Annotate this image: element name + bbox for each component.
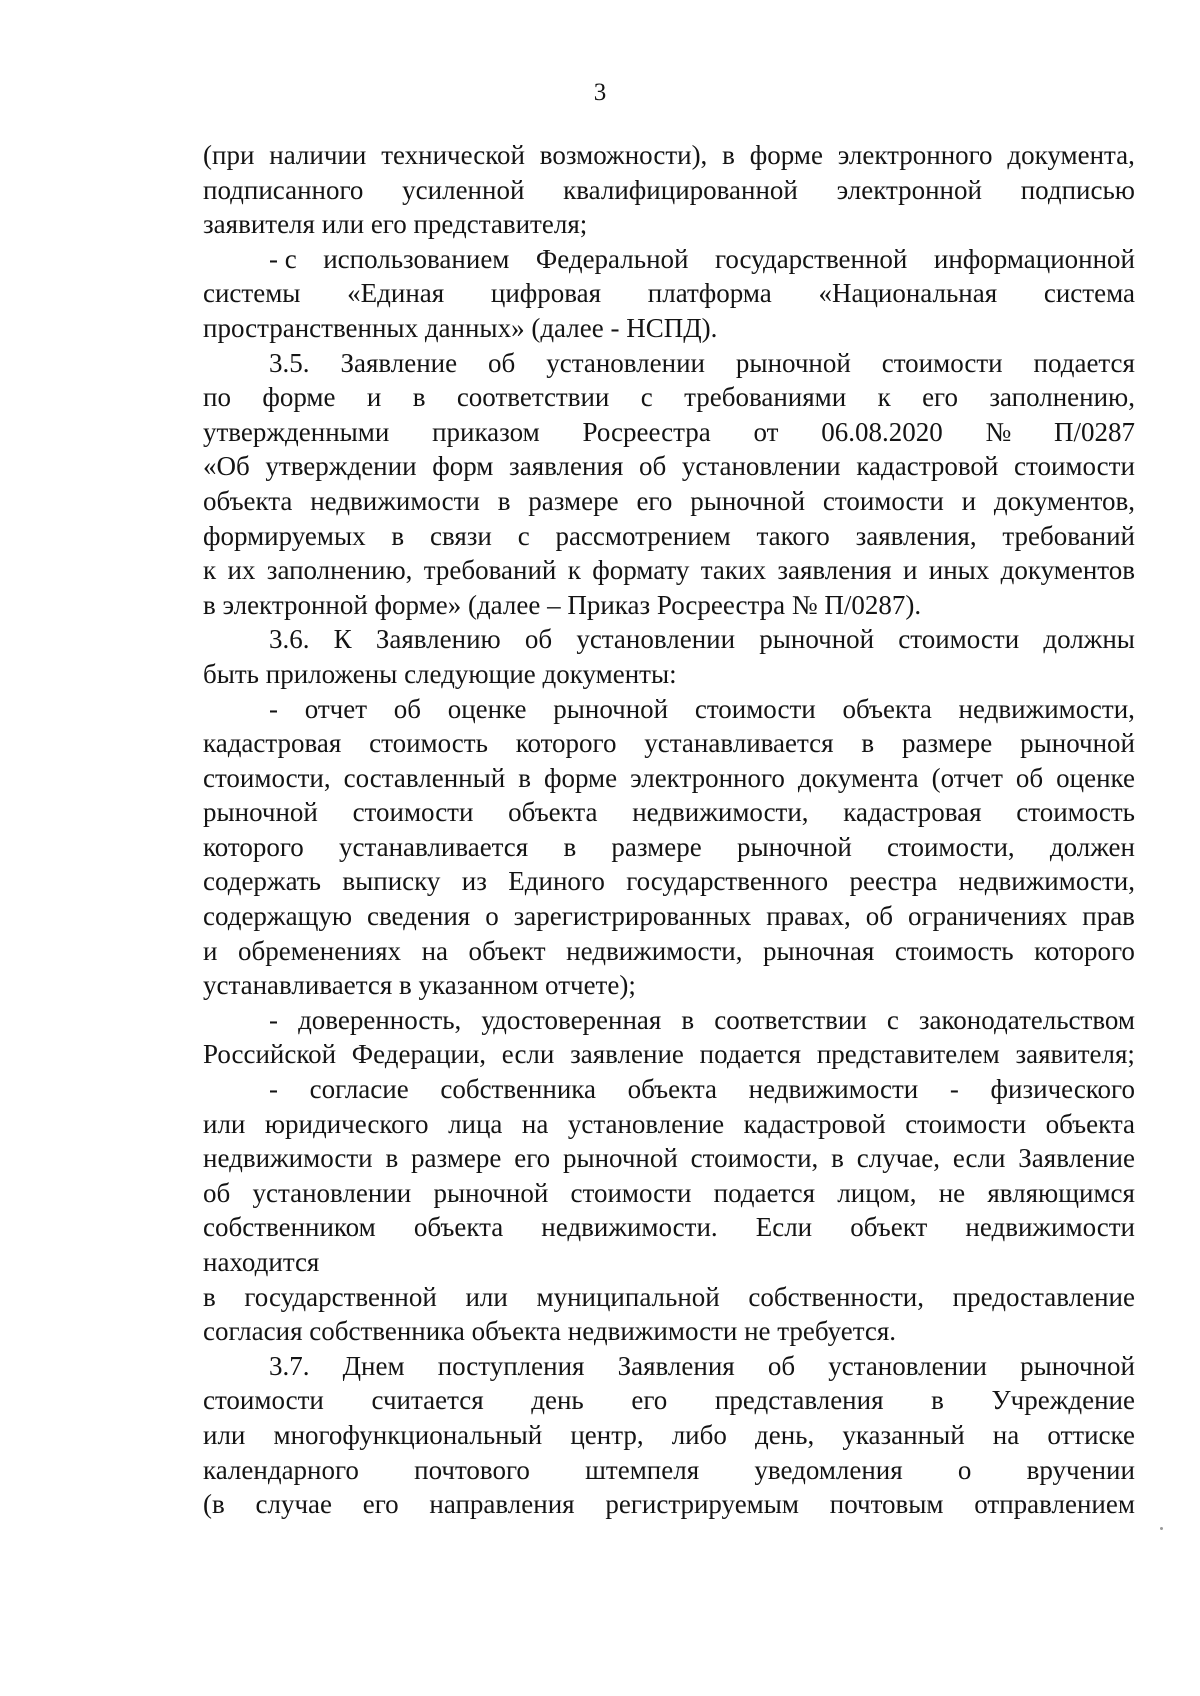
word: установлении bbox=[252, 1177, 412, 1208]
word: платформа bbox=[647, 278, 772, 309]
word: подписью bbox=[1020, 174, 1135, 205]
word: представителем bbox=[816, 1039, 1000, 1070]
word: объект bbox=[468, 935, 546, 966]
word: цифровая bbox=[490, 278, 602, 309]
word: соответствии bbox=[714, 1004, 867, 1035]
word: требований bbox=[423, 555, 557, 586]
text-line bbox=[203, 1210, 1135, 1245]
word: в bbox=[518, 762, 531, 793]
word: представления bbox=[714, 1385, 884, 1416]
word: отправлением bbox=[974, 1489, 1135, 1520]
word: штемпеля bbox=[585, 1454, 700, 1485]
word: Федерации, bbox=[351, 1039, 487, 1070]
word: рыночной bbox=[553, 693, 669, 724]
word: объекта bbox=[842, 693, 932, 724]
word: системы bbox=[203, 278, 301, 309]
word: зарегистрированных bbox=[513, 901, 752, 932]
word: недвижимости, bbox=[632, 797, 809, 828]
text-line bbox=[203, 934, 1135, 969]
word: в bbox=[831, 1143, 844, 1174]
line-text: в электронной форме» (далее – Приказ Росреестра № П/0287). bbox=[203, 589, 922, 620]
text-line bbox=[203, 968, 1135, 1003]
word: собственником bbox=[203, 1212, 376, 1243]
word: календарного bbox=[203, 1454, 359, 1485]
word: к bbox=[203, 555, 217, 586]
word: рыночной bbox=[736, 831, 852, 862]
word: 3.6. bbox=[269, 624, 310, 655]
word: форме bbox=[543, 762, 618, 793]
word: недвижимости, bbox=[958, 693, 1135, 724]
text-line bbox=[203, 899, 1135, 934]
word: отчет bbox=[304, 693, 368, 724]
word: об bbox=[865, 901, 893, 932]
word: форме bbox=[262, 382, 336, 413]
word: или bbox=[203, 1419, 246, 1450]
word: (отчет bbox=[931, 762, 1003, 793]
word: установление bbox=[567, 1108, 725, 1139]
word: электронного bbox=[630, 762, 785, 793]
word: утверждении bbox=[265, 451, 417, 482]
word: по bbox=[203, 382, 231, 413]
word: на bbox=[421, 935, 448, 966]
word: рыночная bbox=[763, 935, 875, 966]
word: объекта bbox=[413, 1212, 504, 1243]
word: если bbox=[501, 1039, 555, 1070]
word: Если bbox=[755, 1212, 813, 1243]
text-line bbox=[203, 1487, 1135, 1522]
word: такого bbox=[756, 520, 830, 551]
word: являющимся bbox=[987, 1177, 1135, 1208]
text-line bbox=[203, 761, 1135, 796]
word: установлении bbox=[681, 451, 841, 482]
word: недвижимости bbox=[965, 1212, 1135, 1243]
word: центр, bbox=[570, 1419, 644, 1450]
text-line bbox=[203, 1453, 1135, 1488]
word: П/0287 bbox=[1053, 416, 1135, 447]
word: обременениях bbox=[237, 935, 402, 966]
word: либо bbox=[671, 1419, 727, 1450]
word: или bbox=[203, 1108, 246, 1139]
word: его bbox=[922, 382, 958, 413]
word: должен bbox=[1049, 831, 1135, 862]
word: рассмотрением bbox=[555, 520, 731, 551]
word: стоимости bbox=[822, 485, 944, 516]
word: которого bbox=[515, 728, 617, 759]
word: заполнению, bbox=[989, 382, 1135, 413]
word: об bbox=[203, 1177, 231, 1208]
scan-artifact bbox=[1160, 1527, 1163, 1530]
word: недвижимости. bbox=[541, 1212, 718, 1243]
word: установлении bbox=[576, 624, 736, 655]
word: удостоверенная bbox=[481, 1004, 662, 1035]
word: Росреестра bbox=[582, 416, 711, 447]
word: рыночной bbox=[203, 797, 318, 828]
word: и bbox=[203, 935, 218, 966]
word: прав bbox=[1082, 901, 1135, 932]
word: об bbox=[767, 1350, 796, 1381]
text-line bbox=[203, 1314, 1135, 1349]
word: лицом, bbox=[837, 1177, 917, 1208]
word: заявления bbox=[509, 451, 624, 482]
word: формату bbox=[592, 555, 690, 586]
word: - bbox=[269, 1074, 278, 1105]
word: установлении bbox=[828, 1350, 987, 1381]
word: квалифицированной bbox=[563, 174, 798, 205]
word: усиленной bbox=[402, 174, 525, 205]
word: и bbox=[961, 485, 977, 516]
word: об bbox=[1015, 762, 1044, 793]
word: приказом bbox=[432, 416, 540, 447]
word: рыночной bbox=[1020, 728, 1135, 759]
word: размере bbox=[901, 728, 993, 759]
word: стоимости bbox=[898, 624, 1020, 655]
word: в bbox=[385, 1143, 399, 1174]
word: государственной bbox=[714, 243, 908, 274]
word: государственного bbox=[626, 866, 829, 897]
word: Заявление bbox=[340, 347, 458, 378]
word: соответствии bbox=[456, 382, 610, 413]
word: собственника bbox=[440, 1074, 596, 1105]
word: (в bbox=[203, 1489, 225, 1520]
word: связи bbox=[429, 520, 492, 551]
word: стоимость bbox=[1016, 797, 1135, 828]
word: юридического bbox=[264, 1108, 429, 1139]
word: объекта bbox=[627, 1074, 717, 1105]
word: «Национальная bbox=[818, 278, 998, 309]
word: день, bbox=[754, 1419, 815, 1450]
word: их bbox=[227, 555, 256, 586]
word: недвижимости, bbox=[566, 935, 743, 966]
word: документа, bbox=[1007, 140, 1135, 170]
word: недвижимости bbox=[748, 1074, 919, 1105]
line-text: быть приложены следующие документы: bbox=[203, 658, 677, 689]
word: в bbox=[203, 1281, 216, 1312]
word: в bbox=[497, 485, 511, 516]
word: 06.08.2020 bbox=[821, 416, 943, 447]
word: его bbox=[631, 1385, 668, 1416]
text-line bbox=[203, 1349, 1135, 1384]
word: оценке bbox=[447, 693, 527, 724]
word: объекта bbox=[508, 797, 598, 828]
word: рыночной bbox=[1020, 1350, 1135, 1381]
word: устанавливается bbox=[644, 728, 834, 759]
word: реестра bbox=[849, 866, 938, 897]
word: недвижимости bbox=[310, 485, 480, 516]
word: стоимости, bbox=[690, 1143, 819, 1174]
word: наличии bbox=[269, 140, 367, 170]
word: указанный bbox=[842, 1419, 965, 1450]
word: которого bbox=[203, 831, 304, 862]
word: в bbox=[681, 1004, 695, 1035]
word: Федеральной bbox=[535, 243, 689, 274]
word: требованиями bbox=[684, 382, 847, 413]
word: 3.7. bbox=[269, 1350, 310, 1381]
word: форм bbox=[432, 451, 494, 482]
word: стоимости bbox=[203, 1385, 324, 1416]
word: - bbox=[269, 693, 278, 724]
text-line bbox=[203, 1383, 1135, 1418]
text-line bbox=[203, 1037, 1135, 1072]
text-line bbox=[203, 311, 1135, 346]
word: ограничениях bbox=[907, 901, 1068, 932]
text-line bbox=[203, 1141, 1135, 1176]
word: электронной bbox=[836, 174, 982, 205]
word: случае bbox=[255, 1489, 333, 1520]
word: требований bbox=[1002, 520, 1135, 551]
text-line bbox=[203, 726, 1135, 761]
word: - bbox=[269, 1004, 278, 1035]
word: вручении bbox=[1026, 1454, 1135, 1485]
word: Днем bbox=[342, 1350, 405, 1381]
text-line bbox=[203, 380, 1135, 415]
word: о bbox=[485, 901, 499, 932]
word: должны bbox=[1043, 624, 1135, 655]
word: к bbox=[877, 382, 891, 413]
word: выписку bbox=[342, 866, 441, 897]
word: его bbox=[636, 485, 673, 516]
word: направления bbox=[429, 1489, 575, 1520]
word: физического bbox=[990, 1074, 1135, 1105]
word: стоимости, bbox=[887, 831, 1015, 862]
text-line bbox=[203, 173, 1135, 208]
word: стоимость bbox=[369, 728, 488, 759]
word: в bbox=[722, 140, 735, 170]
word: система bbox=[1043, 278, 1135, 309]
text-line bbox=[203, 276, 1135, 311]
word: если bbox=[952, 1143, 1006, 1174]
text-line bbox=[203, 242, 1135, 277]
word: почтового bbox=[414, 1454, 530, 1485]
text-line bbox=[203, 207, 1135, 242]
word: Единого bbox=[508, 866, 605, 897]
word: уведомления bbox=[754, 1454, 903, 1485]
word: установлении bbox=[546, 347, 705, 378]
text-line bbox=[203, 138, 1135, 173]
word: и bbox=[366, 382, 382, 413]
word: регистрируемым bbox=[605, 1489, 799, 1520]
word: его bbox=[514, 1143, 551, 1174]
word: или bbox=[465, 1281, 508, 1312]
word: в bbox=[391, 520, 405, 551]
word: кадастровая bbox=[203, 728, 342, 759]
word: объекта bbox=[1045, 1108, 1135, 1139]
word: сведения bbox=[366, 901, 471, 932]
word: рыночной bbox=[562, 1143, 678, 1174]
word: Российской bbox=[203, 1039, 337, 1070]
text-line bbox=[203, 1418, 1135, 1453]
word: собственности, bbox=[748, 1281, 925, 1312]
word: стоимости bbox=[1014, 451, 1135, 482]
word: в bbox=[563, 831, 577, 862]
word: 3.5. bbox=[269, 347, 310, 378]
word: к bbox=[567, 555, 581, 586]
word: документов, bbox=[993, 485, 1135, 516]
word: кадастровой bbox=[856, 451, 999, 482]
word: электронного bbox=[837, 140, 993, 170]
word: устанавливается bbox=[338, 831, 529, 862]
word: форме bbox=[749, 140, 823, 170]
word: объекта bbox=[203, 485, 293, 516]
word: оценке bbox=[1056, 762, 1135, 793]
word: заявителя; bbox=[1015, 1039, 1135, 1070]
text-line bbox=[203, 1176, 1135, 1211]
word: № bbox=[985, 416, 1012, 447]
word: кадастровой bbox=[743, 1108, 886, 1139]
word: «Об bbox=[203, 451, 250, 482]
word: размере bbox=[611, 831, 702, 862]
text-line bbox=[203, 588, 1135, 623]
word: об bbox=[638, 451, 667, 482]
word: «Единая bbox=[347, 278, 445, 309]
word: заявления, bbox=[855, 520, 977, 551]
word: почтовым bbox=[829, 1489, 944, 1520]
word: утвержденными bbox=[203, 416, 390, 447]
word: стоимости bbox=[352, 797, 474, 828]
word: из bbox=[461, 866, 487, 897]
word: об bbox=[524, 624, 553, 655]
word: государственной bbox=[244, 1281, 437, 1312]
line-text: находится bbox=[203, 1247, 320, 1277]
word: рыночной bbox=[690, 485, 806, 516]
word: муниципальной bbox=[536, 1281, 720, 1312]
word: - bbox=[949, 1074, 959, 1105]
word: документов bbox=[1000, 555, 1135, 586]
word: возможности), bbox=[539, 140, 708, 170]
word: недвижимости, bbox=[958, 866, 1135, 897]
word: подается bbox=[699, 1039, 802, 1070]
word: правах, bbox=[766, 901, 851, 932]
word: иных bbox=[928, 555, 990, 586]
word: оттиске bbox=[1047, 1419, 1135, 1450]
word: стоимости bbox=[881, 347, 1003, 378]
word: информационной bbox=[933, 243, 1135, 274]
word: Учреждение bbox=[991, 1385, 1135, 1416]
word: Заявления bbox=[617, 1350, 735, 1381]
word: согласие bbox=[309, 1074, 409, 1105]
text-line bbox=[203, 864, 1135, 899]
text-line bbox=[203, 1072, 1135, 1107]
word: на bbox=[992, 1419, 1020, 1450]
word: от bbox=[753, 416, 779, 447]
word: не bbox=[938, 1177, 966, 1208]
page-number: 3 bbox=[593, 79, 607, 106]
text-line bbox=[203, 449, 1135, 484]
word: К bbox=[333, 624, 352, 655]
text-line bbox=[203, 830, 1135, 865]
line-text: пространственных данных» (далее - НСПД). bbox=[203, 312, 718, 343]
text-line bbox=[203, 415, 1135, 450]
text-line bbox=[203, 795, 1135, 830]
word: рыночной bbox=[735, 347, 851, 378]
word: предоставление bbox=[952, 1281, 1135, 1312]
word: в bbox=[931, 1385, 944, 1416]
word: размере bbox=[411, 1143, 502, 1174]
word: размере bbox=[528, 485, 619, 516]
word: стоимости, bbox=[203, 762, 331, 793]
text-line bbox=[203, 1245, 1135, 1280]
text-line bbox=[203, 346, 1135, 381]
word: документа bbox=[797, 762, 919, 793]
word: заявления bbox=[777, 555, 892, 586]
word: содержать bbox=[203, 866, 321, 897]
word: день bbox=[531, 1385, 584, 1416]
word: в bbox=[412, 382, 426, 413]
word: стоимости bbox=[905, 1108, 1027, 1139]
word: рыночной bbox=[433, 1177, 549, 1208]
text-line bbox=[203, 484, 1135, 519]
word: - с bbox=[269, 243, 297, 274]
word: доверенность, bbox=[298, 1004, 462, 1035]
text-line bbox=[203, 1280, 1135, 1315]
text-line bbox=[203, 519, 1135, 554]
word: с bbox=[886, 1004, 899, 1035]
word: недвижимости bbox=[203, 1143, 373, 1174]
word: многофункциональный bbox=[273, 1419, 543, 1450]
word: его bbox=[362, 1489, 399, 1520]
document-body bbox=[203, 138, 1135, 1522]
word: формируемых bbox=[203, 520, 366, 551]
word: (при bbox=[203, 140, 255, 170]
word: объект bbox=[850, 1212, 928, 1243]
word: стоимость bbox=[894, 935, 1014, 966]
word: случае, bbox=[856, 1143, 940, 1174]
text-line bbox=[203, 692, 1135, 727]
word: законодательством bbox=[918, 1004, 1135, 1035]
text-line bbox=[203, 622, 1135, 657]
word: подписанного bbox=[203, 174, 364, 205]
line-text: устанавливается в указанном отчете); bbox=[203, 970, 636, 1001]
word: использованием bbox=[323, 243, 510, 274]
word: с bbox=[640, 382, 653, 413]
word: стоимости bbox=[694, 693, 816, 724]
word: подается bbox=[713, 1177, 816, 1208]
word: об bbox=[393, 693, 421, 724]
text-line bbox=[203, 657, 1135, 692]
word: таких bbox=[700, 555, 766, 586]
word: заполнению, bbox=[266, 555, 413, 586]
word: и bbox=[902, 555, 918, 586]
word: поступления bbox=[437, 1350, 585, 1381]
word: содержащую bbox=[203, 901, 353, 932]
word: на bbox=[521, 1108, 549, 1139]
word: лица bbox=[448, 1108, 503, 1139]
word: считается bbox=[371, 1385, 484, 1416]
word: кадастровая bbox=[843, 797, 982, 828]
text-line bbox=[203, 1107, 1135, 1142]
word: стоимости bbox=[570, 1177, 692, 1208]
line-text: заявителя или его представителя; bbox=[203, 209, 588, 240]
word: которого bbox=[1034, 935, 1135, 966]
line-text: согласия собственника объекта недвижимости не требуется. bbox=[203, 1316, 897, 1347]
word: рыночной bbox=[759, 624, 875, 655]
text-line bbox=[203, 553, 1135, 588]
word: в bbox=[861, 728, 875, 759]
word: о bbox=[957, 1454, 972, 1485]
word: заявление bbox=[570, 1039, 684, 1070]
word: с bbox=[517, 520, 530, 551]
word: технической bbox=[381, 140, 525, 170]
word: Заявлению bbox=[375, 624, 501, 655]
word: Заявление bbox=[1018, 1143, 1135, 1174]
word: подается bbox=[1033, 347, 1135, 378]
text-line bbox=[203, 1003, 1135, 1038]
word: составленный bbox=[343, 762, 506, 793]
word: об bbox=[488, 347, 516, 378]
